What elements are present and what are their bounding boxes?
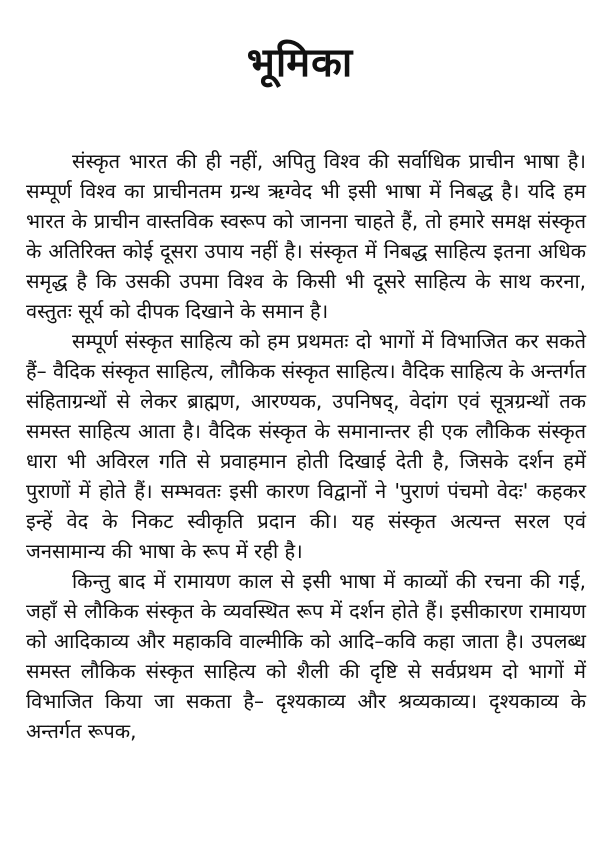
paragraph-2: सम्पूर्ण संस्कृत साहित्य को हम प्रथमतः दो भागों में विभाजित कर सकते हैं– वैदिक संस्कृत साहित्य, लौकिक संस्कृत साहित्य। वैदिक साहित्य के अन्तर्गत संहिताग्रन्थों से लेकर ब्राह्मण, आरण्यक, उपनिषद्, वेदांग एवं सूत्रग्रन्थों तक समस्त साहित्य आता है। वैदिक संस्कृत के समानान्तर ही एक लौकिक संस्कृत धारा भी अविरल गति से प्रवाहमान होती दिखाई देती है, जिसके दर्शन हमें पुराणों में होते हैं। सम्भवतः इसी कारण विद्वानों ने 'पुराणं पंचमो वेदः' कहकर इन्हें वेद के निकट स्वीकृति प्रदान की। यह संस्कृत अत्यन्त सरल एवं जनसामान्य की भाषा के रूप में रही है। — [26, 329, 587, 563]
body-text — [26, 146, 586, 746]
paragraph-1: संस्कृत भारत की ही नहीं, अपितु विश्व की सर्वाधिक प्राचीन भाषा है। सम्पूर्ण विश्व का प्राचीनतम ग्रन्थ ऋग्वेद भी इसी भाषा में निबद्ध है। यदि हम भारत के प्राचीन वास्तविक स्वरूप को जानना चाहते हैं, तो हमारे समक्ष संस्कृत के अतिरिक्त कोई दूसरा उपाय नहीं है। संस्कृत में निबद्ध साहित्य इतना अधिक समृद्ध है कि उसकी उपमा विश्व के किसी भी दूसरे साहित्य के साथ करना, वस्तुतः सूर्य को दीपक दिखाने के समान है। — [26, 149, 586, 323]
page-title: भूमिका — [246, 39, 354, 86]
paragraph-3: किन्तु बाद में रामायण काल से इसी भाषा में काव्यों की रचना की गई, जहाँ से लौकिक संस्कृत के व्यवस्थित रूप में दर्शन होते हैं। इसीकारण रामायण को आदिकाव्य और महाकवि वाल्मीकि को आदि–कवि कहा जाता है। उपलब्ध समस्त लौकिक संस्कृत साहित्य को शैली की दृष्टि से सर्वप्रथम दो भागों में विभाजित किया जा सकता है– दृश्यकाव्य और श्रव्यकाव्य। दृश्यकाव्य के अन्तर्गत रूपक, — [26, 569, 586, 743]
